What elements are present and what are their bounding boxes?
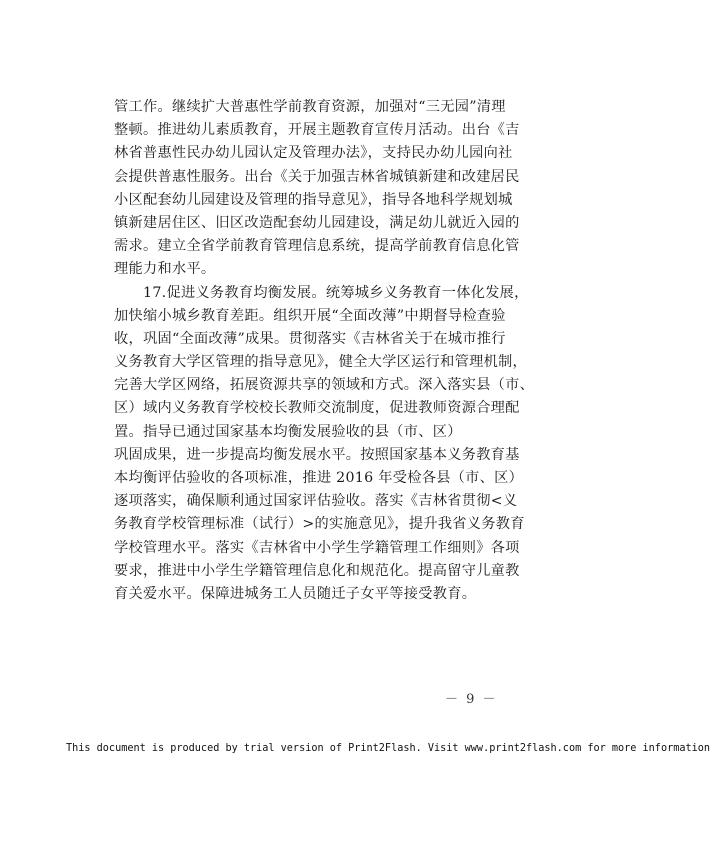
text-line: 收，巩固“全面改薄”成果。贯彻落实《吉林省关于在城市推行 — [114, 330, 506, 347]
paragraph-1 — [114, 96, 518, 282]
text-line: 本均衡评估验收的各项标准，推进 2016 年受检各县（市、区） — [114, 470, 524, 486]
text-line: 务教育学校管理标准（试行）>的实施意见》，提升我省义务教育 — [114, 516, 525, 533]
text-line: 管工作。继续扩大普惠性学前教育资源，加强对“三无园”清理 — [114, 99, 506, 115]
text-line: 要求，推进中小学生学籍管理信息化和规范化。提高留守儿童教 — [114, 562, 520, 579]
text-line: 镇新建居住区、旧区改造配套幼儿园建设，满足幼儿就近入园的 — [114, 214, 520, 231]
text-line: 完善大学区网络，拓展资源共享的领域和方式。深入落实县（市、 — [114, 377, 535, 394]
text-line: 小区配套幼儿园建设及管理的指导意见》，指导各地科学规划城 — [114, 191, 513, 208]
text-line: 育关爱水平。保障进城务工人员随迁子女平等接受教育。 — [114, 585, 477, 602]
text-line: 整顿。推进幼儿素质教育，开展主题教育宣传月活动。出台《吉 — [114, 122, 520, 139]
text-line: 学校管理水平。落实《吉林省中小学生学籍管理工作细则》各项 — [114, 539, 520, 556]
text-line: 理能力和水平。 — [114, 261, 216, 278]
text-line: 逐项落实，确保顺利通过国家评估验收。落实《吉林省贯彻<义 — [114, 493, 518, 510]
text-line: 17.促进义务教育均衡发展。统筹城乡义务教育一体化发展， — [143, 284, 529, 301]
document-body — [114, 96, 535, 606]
text-line: 林省普惠性民办幼儿园认定及管理办法》，支持民办幼儿园向社 — [114, 145, 513, 162]
text-line: 加快缩小城乡教育差距。组织开展“全面改薄”中期督导检查验 — [114, 307, 506, 324]
text-line: 会提供普惠性服务。出台《关于加强吉林省城镇新建和改建居民 — [114, 168, 520, 185]
text-line: 巩固成果，进一步提高均衡发展水平。按照国家基本义务教育基 — [114, 446, 520, 463]
paragraph-2 — [114, 282, 535, 607]
text-line: 义务教育大学区管理的指导意见》，健全大学区运行和管理机制， — [114, 354, 528, 371]
text-line: 置。指导已通过国家基本均衡发展验收的县（市、区） — [114, 423, 462, 440]
text-line: 需求。建立全省学前教育管理信息系统，提高学前教育信息化管 — [114, 238, 520, 255]
trial-version-notice: This document is produced by trial version of Print2Flash. Visit www.print2flash.com for more information — [66, 743, 710, 754]
page-number: － 9 － — [445, 692, 498, 707]
text-line: 区）域内义务教育学校校长教师交流制度，促进教师资源合理配 — [114, 400, 520, 417]
